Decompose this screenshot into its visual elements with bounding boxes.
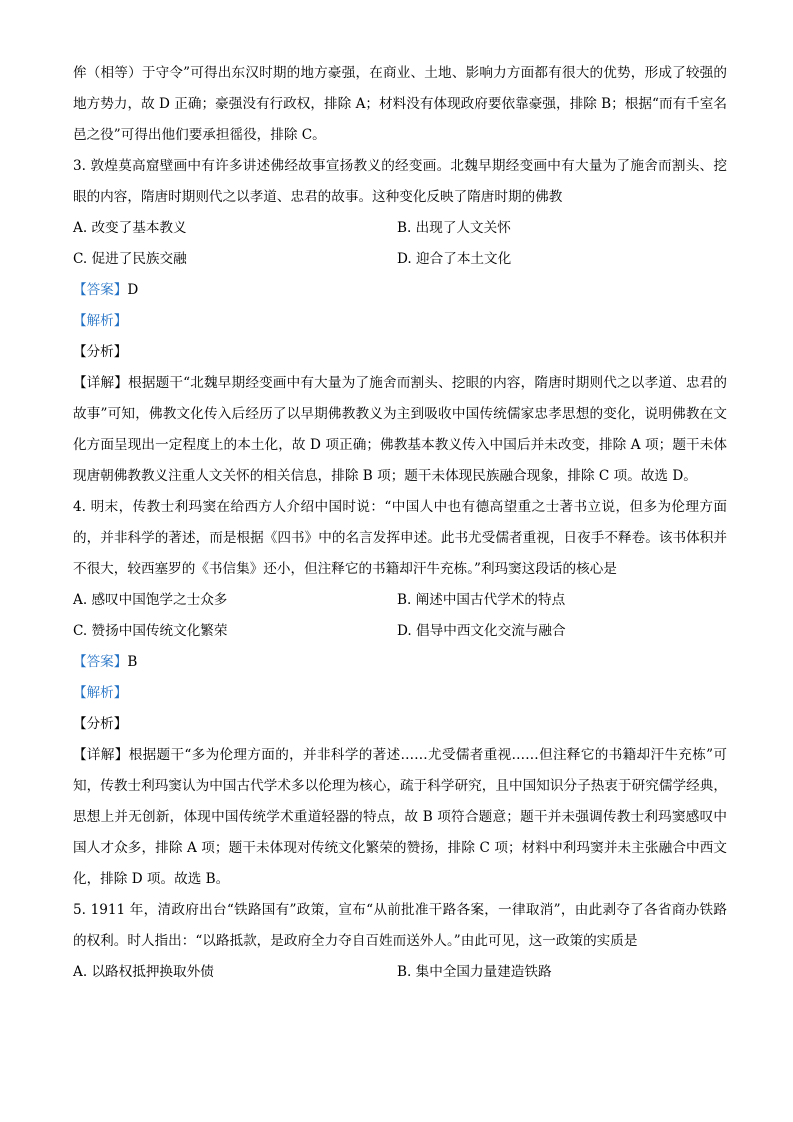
q4-detail <box>73 740 727 895</box>
q5-option-b: B. 集中全国力量建造铁路 <box>397 964 552 980</box>
q5-option-a: A. 以路权抵押换取外债 <box>73 964 214 980</box>
q4-detail-tag: 【详解】 <box>73 747 129 763</box>
q4-stem: 4. 明末，传教士利玛窦在给西方人介绍中国时说：“中国人中也有德高望重之士著书立说，但多为伦理方面的，并非科学的著述，而是根据《四书》中的名言发挥申述。此书尤受儒者重视，日夜手不释卷。该书体积并不很大，较西塞罗的《书信集》还小，但注释它的书籍却汗牛充栋。”利玛窦这段话的核心是 <box>73 499 727 577</box>
q3-option-a: A. 改变了基本教义 <box>73 220 187 236</box>
q3-option-b: B. 出现了人文关怀 <box>397 220 511 236</box>
q4-answer-tag: 【答案】 <box>73 654 128 670</box>
q4-option-c: C. 赞扬中国传统文化繁荣 <box>73 623 228 639</box>
q3-stem: 3. 敦煌莫高窟壁画中有许多讲述佛经故事宣扬教义的经变画。北魏早期经变画中有大量为了施舍而割头、挖眼的内容，隋唐时期则代之以孝道、忠君的故事。这种变化反映了隋唐时期的佛教 <box>73 158 727 205</box>
q3-answer-tag: 【答案】 <box>73 282 128 298</box>
q4-answer-value: B <box>127 654 138 670</box>
q3-detail-tag: 【详解】 <box>73 375 129 391</box>
q3-detail <box>73 368 727 492</box>
q5-options-row-1 <box>73 957 727 988</box>
q3-option-d: D. 迎合了本土文化 <box>397 251 512 267</box>
q4-option-a: A. 感叹中国饱学之士众多 <box>73 592 228 608</box>
q4-option-b: B. 阐述中国古代学术的特点 <box>397 592 566 608</box>
q3-answer <box>73 275 727 306</box>
q3-answer-value: D <box>127 282 139 298</box>
q3-jiexi-tag: 【解析】 <box>73 313 128 329</box>
q4-jiexi-tag: 【解析】 <box>73 685 128 701</box>
q3-options-row-1 <box>73 213 727 244</box>
q3-detail-text: 根据题干“北魏早期经变画中有大量为了施舍而割头、挖眼的内容，隋唐时期则代之以孝道、忠君的故事”可知，佛教文化传入后经历了以早期佛教教义为主到吸收中国传统儒家忠孝思想的变化，说明佛教在文化方面呈现出一定程度上的本土化，故 D 项正确；佛教基本教义传入中国后并未改变，排除 A 项；题干未体现唐朝佛教教义注重人文关怀的相关信息，排除 B 项；题干未体现民族融合现象，排除 C 项。故选 D。 <box>73 375 728 484</box>
q4-detail-text: 根据题干“多为伦理方面的，并非科学的著述……尤受儒者重视……但注释它的书籍却汗牛充栋”可知，传教士利玛窦认为中国古代学术多以伦理为核心，疏于科学研究，且中国知识分子热衷于研究儒学经典，思想上并无创新，体现中国传统学术重道轻器的特点，故 B 项符合题意；题干并未强调传教士利玛窦感叹中国人才众多，排除 A 项；题干未体现对传统文化繁荣的赞扬，排除 C 项；材料中利玛窦并未主张融合中西文化，排除 D 项。故选 B。 <box>73 747 728 887</box>
q4-fenxi-tag: 【分析】 <box>73 716 128 732</box>
q4-options-row-2 <box>73 616 727 647</box>
q3-options-row-2 <box>73 244 727 275</box>
intro-analysis: 侔（相等）于守令”可得出东汉时期的地方豪强，在商业、土地、影响力方面都有很大的优势，形成了较强的地方势力，故 D 正确；豪强没有行政权，排除 A；材料没有体现政府要依靠豪强，排除 B；根据“而有千室名邑之役”可得出他们要承担徭役，排除 C。 <box>73 65 727 143</box>
q4-options-row-1 <box>73 585 727 616</box>
q3-fenxi-tag: 【分析】 <box>73 344 128 360</box>
document-content <box>73 58 727 988</box>
q5-stem: 5. 1911 年，清政府出台“铁路国有”政策，宣布“从前批准干路各案，一律取消”，由此剥夺了各省商办铁路的权利。时人指出：“以路抵款，是政府全力夺自百姓而送外人。”由此可见，这一政策的实质是 <box>73 902 727 949</box>
q3-option-c: C. 促进了民族交融 <box>73 251 187 267</box>
q4-answer <box>73 647 727 678</box>
q4-option-d: D. 倡导中西文化交流与融合 <box>397 623 566 639</box>
